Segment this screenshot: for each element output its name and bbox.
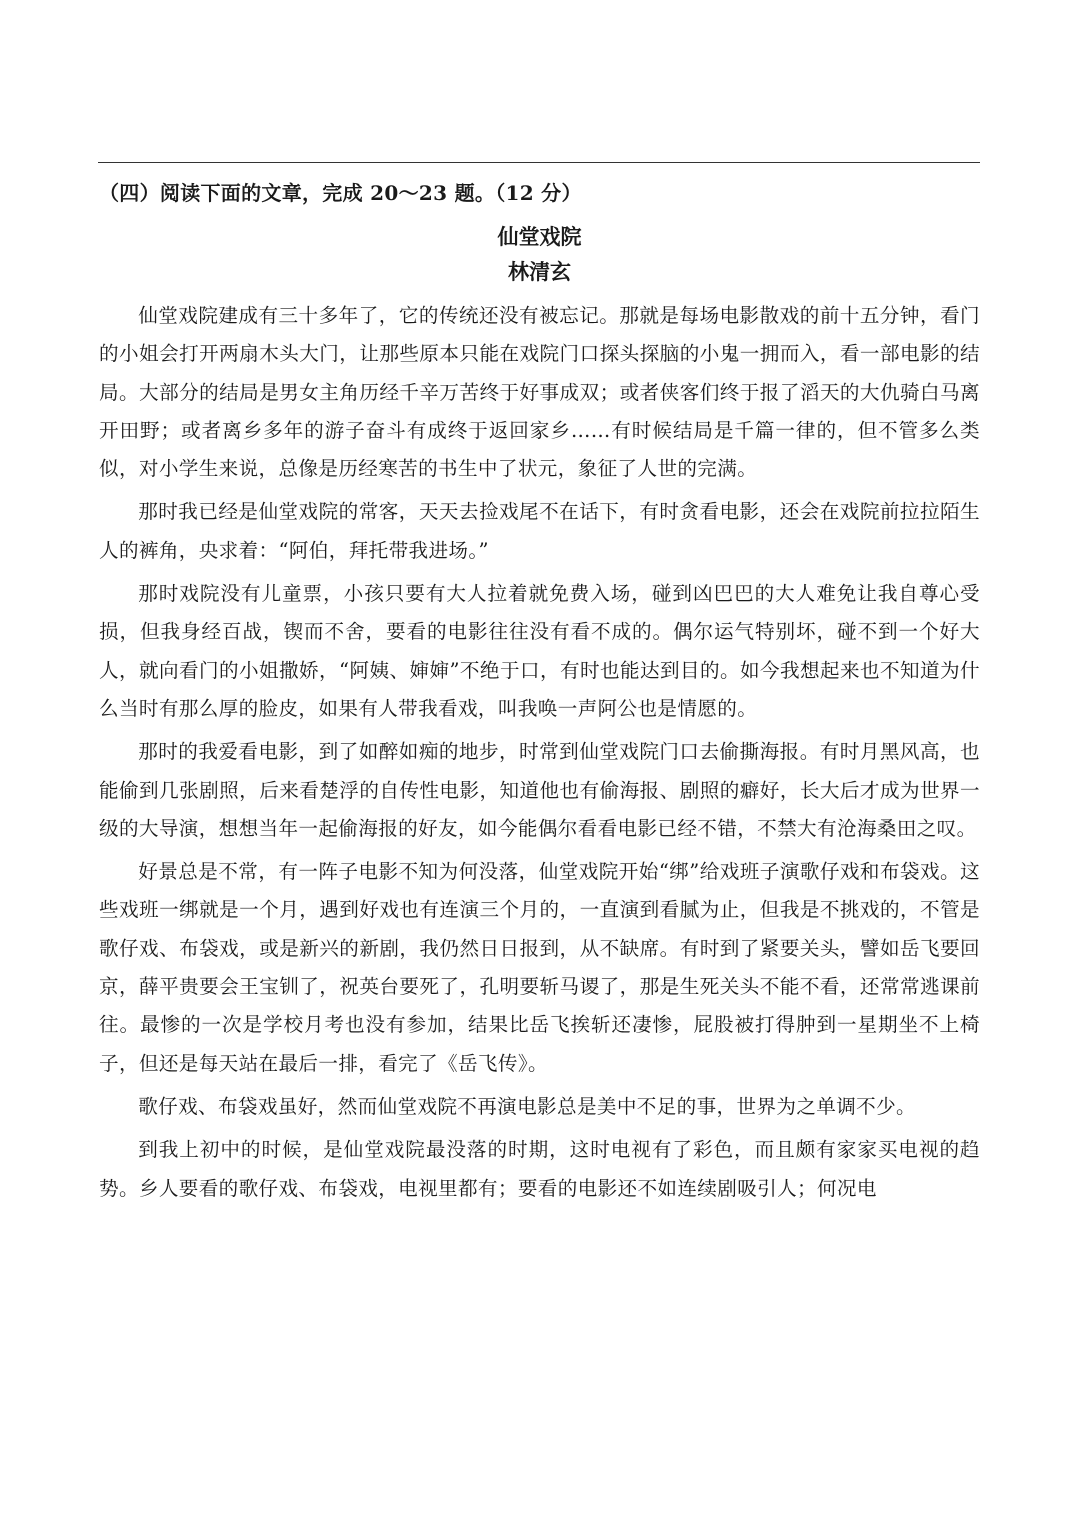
question-section-heading: （四）阅读下面的文章，完成 20～23 题。（12 分） [99, 181, 582, 205]
article-paragraph: 到我上初中的时候，是仙堂戏院最没落的时期，这时电视有了彩色，而且颇有家家买电视的趋势。乡人要看的歌仔戏、布袋戏，电视里都有；要看的电影还不如连续剧吸引人；何况电 [99, 1138, 980, 1200]
article-paragraph: 仙堂戏院建成有三十多年了，它的传统还没有被忘记。那就是每场电影散戏的前十五分钟，看门的小姐会打开两扇木头大门，让那些原本只能在戏院门口探头探脑的小鬼一拥而入，看一部电影的结局。大部分的结局是男女主角历经千辛万苦终于好事成双；或者侠客们终于报了滔天的大仇骑白马离开田野；或者离乡多年的游子奋斗有成终于返回家乡……有时候结局是千篇一律的，但不管多么类似，对小学生来说，总像是历经寒苦的书生中了状元，象征了人世的完满。 [99, 304, 980, 481]
top-divider-rule [98, 162, 980, 163]
article-author: 林清玄 [508, 259, 571, 284]
reading-passage [99, 173, 980, 1213]
article-paragraph: 那时戏院没有儿童票，小孩只要有大人拉着就免费入场，碰到凶巴巴的大人难免让我自尊心受损，但我身经百战，锲而不舍，要看的电影往往没有看不成的。偶尔运气特别坏，碰不到一个好大人，就向看门的小姐撒娇，“阿姨、婶婶”不绝于口，有时也能达到目的。如今我想起来也不知道为什么当时有那么厚的脸皮，如果有人带我看戏，叫我唤一声阿公也是情愿的。 [99, 582, 980, 720]
article-paragraph: 那时的我爱看电影，到了如醉如痴的地步，时常到仙堂戏院门口去偷撕海报。有时月黑风高，也能偷到几张剧照，后来看楚浮的自传性电影，知道他也有偷海报、剧照的癖好，长大后才成为世界一级的大导演，想想当年一起偷海报的好友，如今能偶尔看看电影已经不错，不禁大有沧海桑田之叹。 [99, 740, 980, 840]
article-paragraph: 好景总是不常，有一阵子电影不知为何没落，仙堂戏院开始“绑”给戏班子演歌仔戏和布袋戏。这些戏班一绑就是一个月，遇到好戏也有连演三个月的，一直演到看腻为止，但我是不挑戏的，不管是歌仔戏、布袋戏，或是新兴的新剧，我仍然日日报到，从不缺席。有时到了紧要关头，譬如岳飞要回京，薛平贵要会王宝钏了，祝英台要死了，孔明要斩马谡了，那是生死关头不能不看，还常常逃课前往。最惨的一次是学校月考也没有参加，结果比岳飞挨斩还凄惨，屁股被打得肿到一星期坐不上椅子，但还是每天站在最后一排，看完了《岳飞传》。 [99, 860, 980, 1075]
article-title: 仙堂戏院 [497, 224, 582, 249]
article-paragraph: 歌仔戏、布袋戏虽好，然而仙堂戏院不再演电影总是美中不足的事，世界为之单调不少。 [138, 1094, 916, 1118]
article-paragraph: 那时我已经是仙堂戏院的常客，天天去捡戏尾不在话下，有时贪看电影，还会在戏院前拉拉陌生人的裤角，央求着：“阿伯，拜托带我进场。” [99, 500, 980, 562]
